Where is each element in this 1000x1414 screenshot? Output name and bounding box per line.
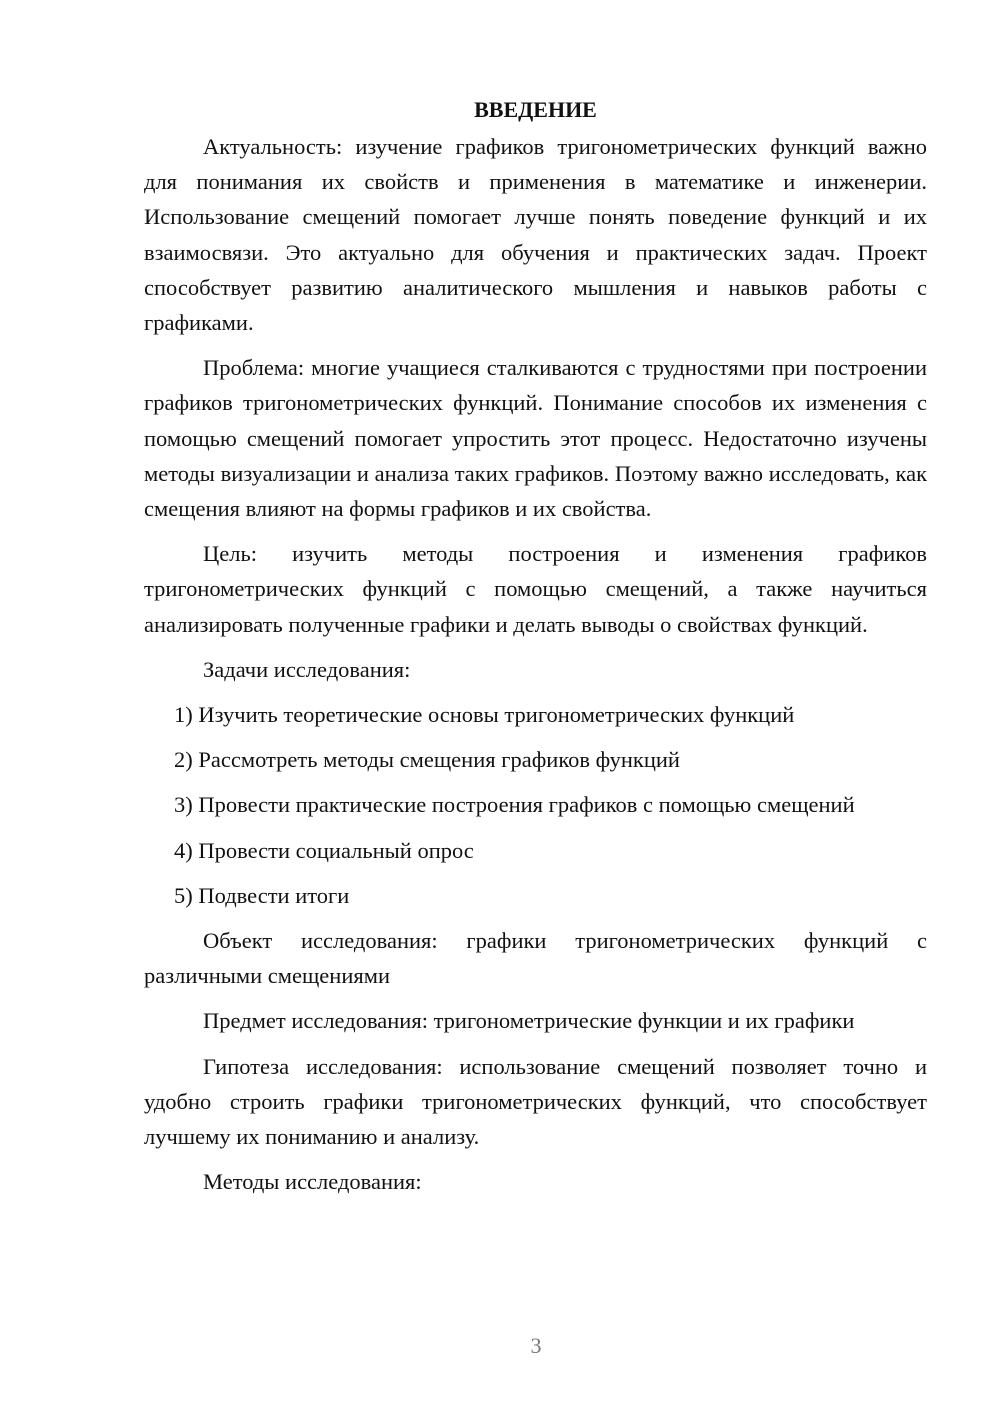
- tasks-title: Задачи исследования:: [203, 656, 411, 682]
- task-item: 5) Подвести итоги: [174, 882, 350, 908]
- methods-title: Методы исследования:: [203, 1169, 422, 1195]
- relevance-paragraph: Актуальность: изучение графиков тригонометрических функций важно для понимания их свойств и применения в математике и инженерии. Использование смещений помогает лучше понять поведение функций и их взаимосвязи. Это актуально для обучения и практических задач. Проект способствует развитию аналитического мышления и навыков работы с графиками.: [144, 134, 927, 336]
- task-item: 1) Изучить теоретические основы тригонометрических функций: [174, 702, 795, 728]
- subject-paragraph: Предмет исследования: тригонометрические функции и их графики: [203, 1008, 855, 1034]
- page-content: [144, 92, 927, 1209]
- task-item: 3) Провести практические построения графиков с помощью смещений: [174, 792, 855, 818]
- section-heading: ВВЕДЕНИЕ: [474, 97, 597, 122]
- problem-paragraph: Проблема: многие учащиеся сталкиваются с трудностями при построении графиков тригонометрических функций. Понимание способов их изменения с помощью смещений помогает упростить этот процесс. Недостаточно изучены методы визуализации и анализа таких графиков. Поэтому важно исследовать, как смещения влияют на формы графиков и их свойства.: [144, 355, 927, 522]
- object-paragraph: Объект исследования: графики тригонометрических функций с различными смещениями: [144, 928, 927, 989]
- page-number: 3: [530, 1333, 542, 1358]
- task-item: 2) Рассмотреть методы смещения графиков функций: [174, 747, 680, 773]
- goal-paragraph: Цель: изучить методы построения и изменения графиков тригонометрических функций с помощью смещений, а также научиться анализировать полученные графики и делать выводы о свойствах функций.: [144, 541, 927, 637]
- hypothesis-paragraph: Гипотеза исследования: использование смещений позволяет точно и удобно строить графики тригонометрических функций, что способствует лучшему их пониманию и анализу.: [144, 1053, 927, 1150]
- tasks-list: [144, 697, 927, 913]
- task-item: 4) Провести социальный опрос: [174, 837, 474, 863]
